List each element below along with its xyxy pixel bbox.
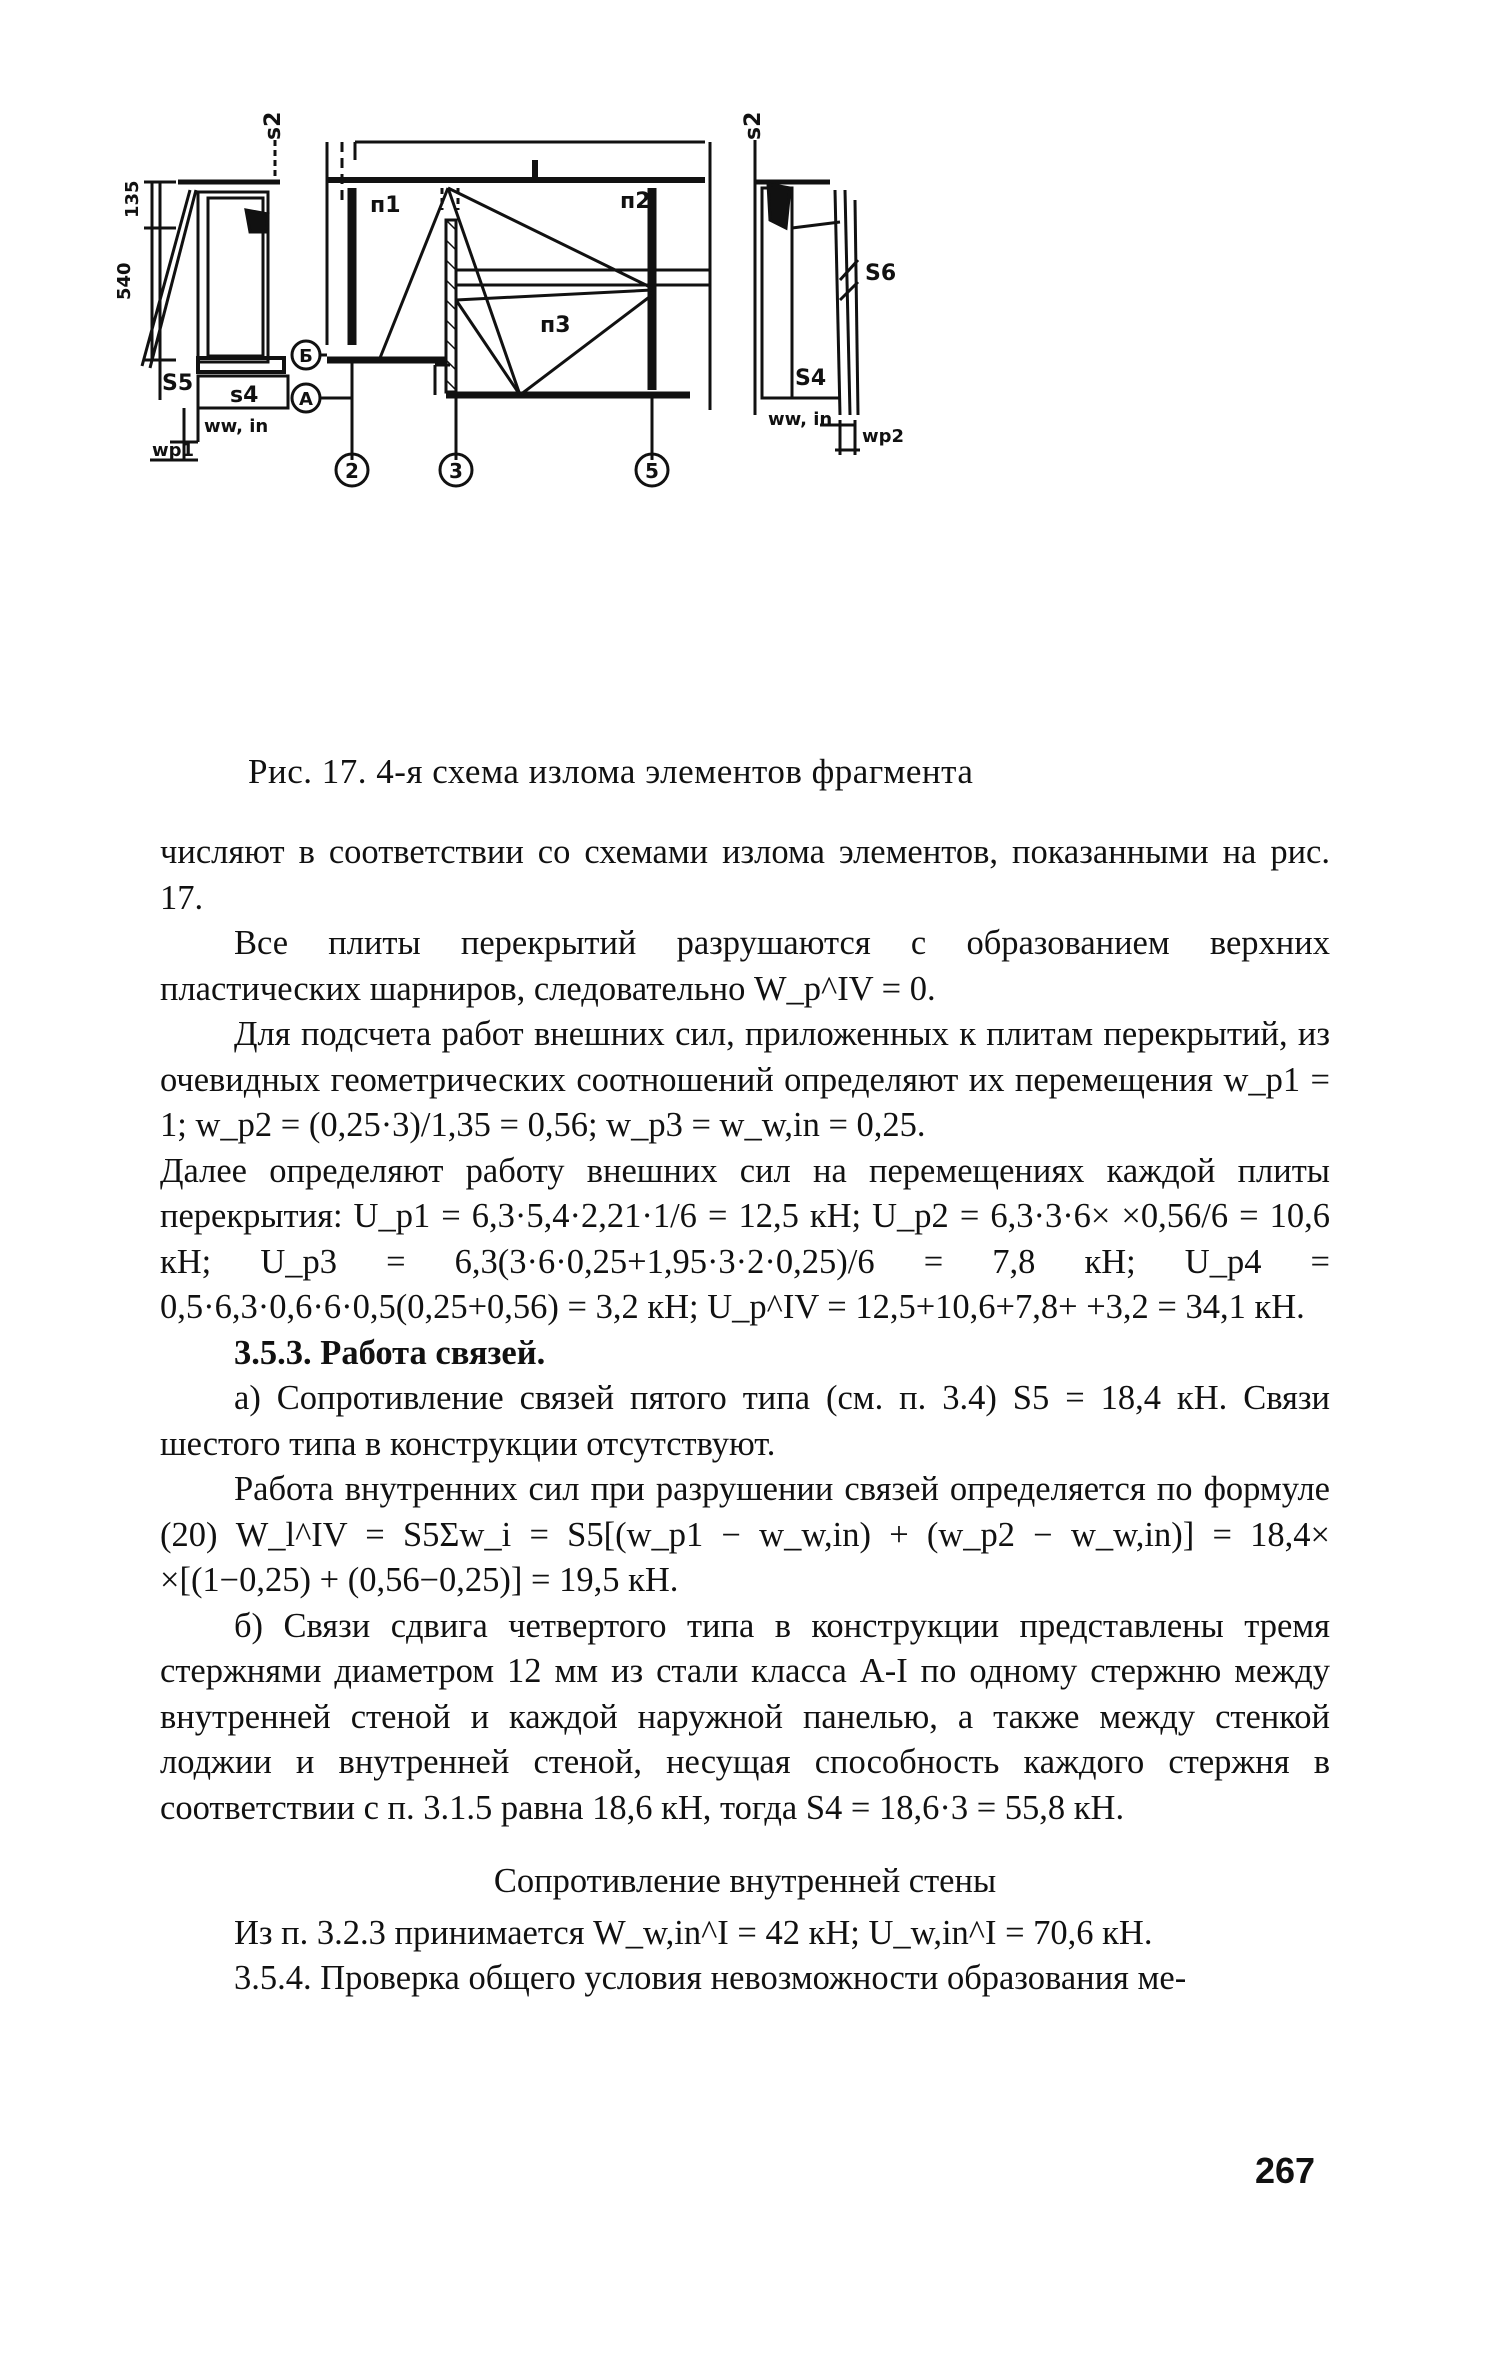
label-s4-right: S4 [795,366,827,391]
label-s2-left: s2 [261,111,286,140]
paragraph-4: Далее определяют работу внешних сил на перемещениях каждой плиты перекрытия: U_p1 = 6,3·5,4·2,21·1/6 = 12,5 кН; U_p2 = 6,3·3·6× ×0,56/6 = 10,6 кН; U_p3 = 6,3(3·6·0,25+1,95·3·2·0,25)/6 = 7,8 кН; U_p4 = 0,5·6,3·0,6·6·0,5(0,25+0,56) = 3,2 кН; U_p^IV = 12,5+10,6+7,8+ +3,2 = 34,1 кН. [160,1151,1330,1326]
section-heading-353: 3.5.3. Работа связей. [234,1333,546,1372]
axis-label-a: А [299,389,313,410]
figure-caption: Рис. 17. 4-я схема излома элементов фрагмента [248,752,974,791]
label-s5: S5 [162,371,194,396]
label-wp1: wp1 [152,440,195,461]
label-dim-135: 135 [122,180,143,218]
axis-label-5: 5 [645,459,659,483]
paragraph-3: Для подсчета работ внешних сил, приложенных к плитам перекрытий, из очевидных геометрических соотношений определяют их перемещения w_p1 = 1; w_p2 = (0,25·3)/1,35 = 0,56; w_p3 = w_w,in = 0,25. [160,1015,1330,1144]
label-dim-540: 540 [114,262,135,300]
label-ww-in-left: ww, in [204,416,269,437]
paragraph-2: Все плиты перекрытий разрушаются с образованием верхних пластических шарниров, следовательно W_p^IV = 0. [160,924,1330,1008]
paragraph-b: б) Связи сдвига четвертого типа в конструкции представлены тремя стержнями диаметром 12 мм из стали класса А-I по одному стержню между внутренней стеной и каждой наружной панелью, а также между стенкой лоджии и внутренней стеной, несущая способность каждого стержня в соответствии с п. 3.1.5 равна 18,6 кН, тогда S4 = 18,6·3 = 55,8 кН. [160,1606,1330,1827]
figure-17 [114,111,1340,730]
label-s6: S6 [865,261,897,286]
label-s2-right: s2 [741,111,766,140]
axis-label-2: 2 [345,459,359,483]
body-text [160,830,1330,2002]
label-p2: п2 [620,189,651,214]
paragraph-5: Работа внутренних сил при разрушении связей определяется по формуле (20) W_l^IV = S5Σw_i = S5[(w_p1 − w_w,in) + (w_p2 − w_w,in)] = 18,4× ×[(1−0,25) + (0,56−0,25)] = 19,5 кН. [160,1470,1330,1599]
label-ww-in-right: ww, in [768,409,833,430]
label-p3: п3 [540,313,571,338]
axis-label-3: 3 [449,459,463,483]
axis-label-b: Б [299,346,313,367]
fracture-scheme-diagram [114,111,1340,730]
label-wp2: wp2 [862,426,905,447]
paragraph-a: а) Сопротивление связей пятого типа (см. п. 3.4) S5 = 18,4 кН. Связи шестого типа в конструкции отсутствуют. [160,1379,1330,1463]
subheading-inner-wall: Сопротивление внутренней стены [493,1862,997,1900]
paragraph-7: 3.5.4. Проверка общего условия невозможности образования ме- [234,1959,1187,1997]
label-s4-left: s4 [230,383,259,408]
paragraph-6: Из п. 3.2.3 принимается W_w,in^I = 42 кН; U_w,in^I = 70,6 кН. [234,1913,1153,1952]
page-number: 267 [1255,2150,1316,2191]
label-p1: п1 [370,193,401,218]
paragraph-1: числяют в соответствии со схемами излома элементов, показанными на рис. 17. [160,833,1330,917]
